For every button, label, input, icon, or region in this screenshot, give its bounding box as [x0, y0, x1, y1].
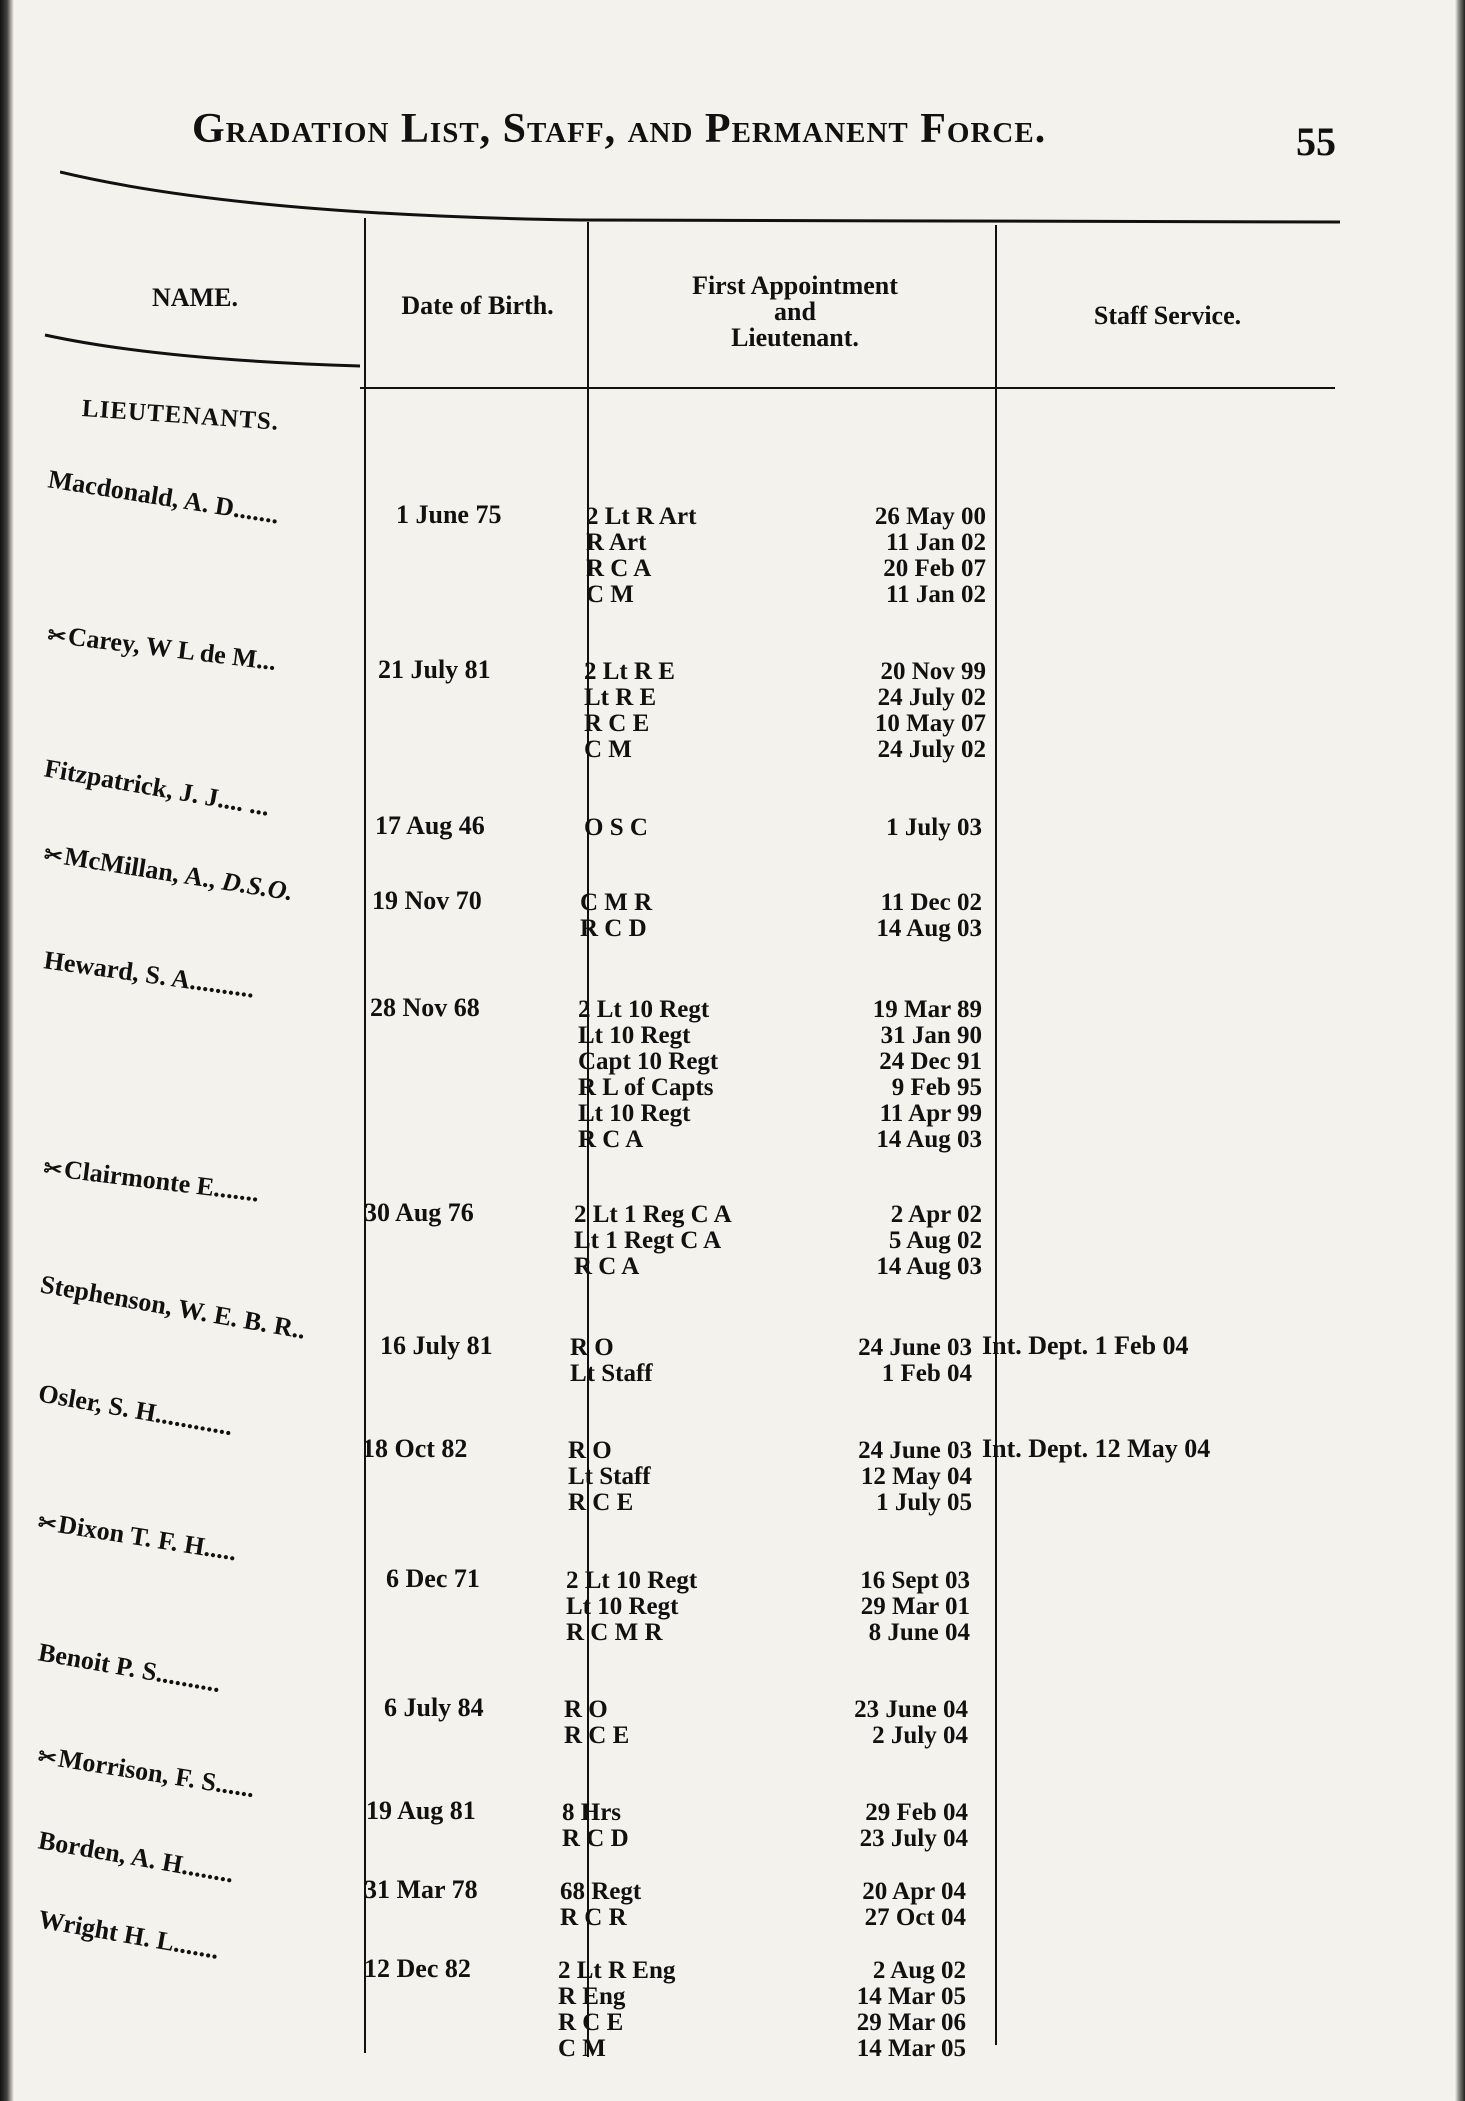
column-header-staff: Staff Service.	[1093, 301, 1242, 330]
appointment-header-line-1: First Appointment	[692, 271, 898, 300]
appointment-date: 1 Feb 04	[881, 1360, 972, 1387]
appointment-row	[578, 1049, 982, 1075]
appointment-row	[564, 1723, 968, 1749]
appointment-row	[566, 1594, 970, 1620]
appointment-post: R Eng	[558, 1983, 626, 2010]
appointment-row	[558, 2010, 966, 2036]
name-header-rule	[40, 330, 380, 370]
column-header-appointment	[600, 273, 990, 351]
appointment-row	[566, 1568, 970, 1594]
appointment-date: 24 June 03	[858, 1334, 972, 1361]
entry-appointments	[564, 1697, 968, 1749]
scissors-mark-icon: ✂	[46, 622, 68, 650]
appointment-post: 2 Lt R Eng	[558, 1957, 676, 1984]
entry-name-text: Benoit P. S	[36, 1637, 160, 1687]
appointment-row	[574, 1228, 982, 1254]
appointment-row	[578, 1101, 982, 1127]
entry-appointments	[558, 1958, 966, 2062]
appointment-row	[584, 659, 986, 685]
header-rule	[60, 160, 1350, 230]
entry-date-of-birth: 16 July 81	[380, 1331, 493, 1360]
appointment-date: 14 Aug 03	[876, 915, 982, 942]
entry-leader-dots: ......	[213, 1768, 257, 1804]
entry-appointments	[562, 1800, 968, 1852]
scissors-mark-icon: ✂	[42, 841, 65, 869]
entry-appointments	[560, 1879, 966, 1931]
entry-date-of-birth: 31 Mar 78	[364, 1875, 478, 1904]
appointment-date: 2 July 04	[872, 1722, 968, 1749]
entry-leader-dots: ...	[254, 644, 278, 677]
appointment-row	[578, 997, 982, 1023]
appointment-row	[586, 556, 986, 582]
entry-name	[42, 1152, 261, 1208]
entry-date-of-birth: 19 Aug 81	[366, 1796, 476, 1825]
appointment-post: Lt R E	[584, 684, 657, 711]
entry-staff-service: Int. Dept. 1 Feb 04	[982, 1331, 1189, 1360]
appointment-row	[560, 1905, 966, 1931]
column-header-name: NAME.	[152, 283, 238, 312]
entry-date-of-birth: 28 Nov 68	[370, 993, 480, 1022]
appointment-post: R Art	[586, 529, 647, 556]
appointment-row	[584, 815, 982, 841]
appointment-post: 68 Regt	[560, 1878, 642, 1905]
appointment-header-line-2: and	[774, 297, 816, 326]
entry-leader-dots: ........	[179, 1850, 237, 1889]
appointment-post: R C A	[586, 555, 652, 582]
appointment-row	[584, 685, 986, 711]
appointment-post: R C R	[560, 1904, 627, 1931]
appointment-post: R C D	[580, 915, 647, 942]
appointment-row	[568, 1438, 972, 1464]
appointment-post: C M R	[580, 889, 653, 916]
entry-appointments	[578, 997, 982, 1153]
entry-appointments	[574, 1202, 982, 1280]
appointment-post: 2 Lt 10 Regt	[578, 996, 710, 1023]
entry-honour: D.S.O.	[219, 866, 296, 907]
appointment-date: 23 June 04	[854, 1696, 968, 1723]
appointment-row	[560, 1879, 966, 1905]
scissors-mark-icon: ✂	[36, 1743, 59, 1771]
column-divider-3	[995, 225, 997, 2045]
entry-name-text: Carey, W L de M	[66, 621, 259, 674]
appointment-post: C M	[584, 736, 632, 763]
appointment-header-line-3: Lieutenant.	[731, 323, 859, 352]
appointment-post: R O	[570, 1334, 614, 1361]
appointment-date: 12 May 04	[860, 1463, 972, 1490]
entry-name	[42, 753, 272, 822]
entry-date-of-birth: 19 Nov 70	[372, 886, 482, 915]
appointment-date: 11 Jan 02	[885, 581, 986, 608]
appointment-row	[578, 1127, 982, 1153]
appointment-date: 5 Aug 02	[888, 1227, 982, 1254]
appointment-date: 11 Dec 02	[880, 889, 982, 916]
page-edge-shadow	[1455, 0, 1465, 2101]
appointment-row	[568, 1464, 972, 1490]
appointment-post: Capt 10 Regt	[578, 1048, 719, 1075]
entry-leader-dots: .... ...	[215, 784, 272, 822]
entry-name	[46, 464, 281, 530]
entry-appointments	[584, 659, 986, 763]
entry-name	[36, 1825, 236, 1889]
entry-name-text: Morrison, F. S	[56, 1743, 219, 1798]
entry-leader-dots: ............	[153, 1399, 236, 1442]
appointment-date: 24 July 02	[877, 684, 986, 711]
entry-name-text: Clairmonte E	[62, 1154, 216, 1202]
appointment-post: C M	[586, 581, 634, 608]
entry-appointments	[570, 1335, 972, 1387]
entry-name	[36, 1637, 223, 1699]
appointment-post: O S C	[584, 814, 648, 841]
appointment-post: Lt Staff	[570, 1360, 653, 1387]
entry-name-text: Stephenson, W. E. B. R	[38, 1269, 296, 1343]
appointment-post: R C A	[574, 1253, 640, 1280]
appointment-date: 11 Jan 02	[885, 529, 986, 556]
appointment-date: 19 Mar 89	[872, 996, 982, 1023]
entry-date-of-birth: 6 July 84	[384, 1693, 484, 1722]
entry-name	[36, 1378, 235, 1442]
entry-appointments	[586, 504, 986, 608]
column-header-dob: Date of Birth.	[401, 291, 554, 320]
entry-date-of-birth: 1 June 75	[396, 500, 502, 529]
appointment-row	[586, 582, 986, 608]
appointment-row	[558, 2036, 966, 2062]
appointment-post: Lt 10 Regt	[578, 1022, 691, 1049]
appointment-date: 24 Dec 91	[879, 1048, 982, 1075]
entry-leader-dots: ..	[290, 1313, 308, 1345]
appointment-date: 31 Jan 90	[880, 1022, 982, 1049]
appointment-post: Lt Staff	[568, 1463, 651, 1490]
entry-name	[42, 838, 295, 907]
appointment-date: 24 June 03	[858, 1437, 972, 1464]
appointment-row	[562, 1826, 968, 1852]
entry-appointments	[566, 1568, 970, 1646]
appointment-row	[578, 1075, 982, 1101]
appointment-date: 24 July 02	[877, 736, 986, 763]
appointment-row	[578, 1023, 982, 1049]
appointment-row	[568, 1490, 972, 1516]
entry-date-of-birth: 17 Aug 46	[375, 811, 485, 840]
appointment-date: 2 Aug 02	[872, 1957, 966, 1984]
appointment-row	[558, 1958, 966, 1984]
entry-date-of-birth: 12 Dec 82	[364, 1954, 471, 1983]
appointment-row	[566, 1620, 970, 1646]
appointment-date: 29 Feb 04	[865, 1799, 968, 1826]
appointment-date: 14 Mar 05	[856, 2035, 966, 2062]
entry-leader-dots: ......	[177, 1929, 222, 1965]
appointment-row	[584, 711, 986, 737]
column-divider-1	[364, 218, 366, 2053]
entry-name-text: McMillan, A.,	[62, 841, 225, 896]
appointment-date: 27 Oct 04	[864, 1904, 966, 1931]
scissors-mark-icon: ✂	[42, 1155, 64, 1183]
entry-name-text: Wright H. L.	[36, 1904, 184, 1959]
entry-leader-dots: .......	[212, 1173, 261, 1208]
appointment-date: 9 Feb 95	[891, 1074, 982, 1101]
appointment-post: Lt 10 Regt	[578, 1100, 691, 1127]
appointment-post: Lt 1 Regt C A	[574, 1227, 722, 1254]
entry-leader-dots: ....	[208, 1533, 239, 1567]
appointment-post: R C D	[562, 1825, 629, 1852]
appointment-date: 10 May 07	[874, 710, 986, 737]
appointment-post: R O	[564, 1696, 608, 1723]
appointment-date: 1 July 03	[886, 814, 982, 841]
entry-appointments	[584, 815, 982, 841]
entry-date-of-birth: 18 Oct 82	[362, 1434, 468, 1463]
appointment-row	[586, 530, 986, 556]
appointment-row	[558, 1984, 966, 2010]
entry-name-text: Osler, S. H	[36, 1378, 159, 1428]
entry-name	[36, 1904, 221, 1965]
appointment-date: 8 June 04	[868, 1619, 970, 1646]
appointment-date: 1 July 05	[876, 1489, 972, 1516]
entry-name-text: Macdonald, A. D	[46, 464, 237, 523]
entry-date-of-birth: 21 July 81	[378, 655, 491, 684]
entry-name-text: Dixon T. F. H.	[56, 1509, 214, 1563]
appointment-row	[584, 737, 986, 763]
appointment-row	[564, 1697, 968, 1723]
appointment-date: 16 Sept 03	[860, 1567, 970, 1594]
appointment-post: R C A	[578, 1126, 644, 1153]
entry-staff-service: Int. Dept. 12 May 04	[982, 1434, 1211, 1463]
entry-name	[46, 619, 278, 677]
appointment-date: 14 Aug 03	[876, 1253, 982, 1280]
entry-appointments	[580, 890, 982, 942]
appointment-post: R O	[568, 1437, 612, 1464]
scissors-mark-icon: ✂	[36, 1509, 59, 1537]
appointment-row	[570, 1335, 972, 1361]
appointment-row	[570, 1361, 972, 1387]
appointment-date: 14 Aug 03	[876, 1126, 982, 1153]
appointment-row	[574, 1202, 982, 1228]
appointment-post: 2 Lt 10 Regt	[566, 1567, 698, 1594]
entry-leader-dots: ..........	[154, 1658, 224, 1699]
appointment-post: R C E	[564, 1722, 630, 1749]
entry-name-text: Borden, A. H	[36, 1825, 185, 1880]
page-title: Gradation List, Staff, and Permanent Force.	[192, 106, 1047, 152]
appointment-post: R C E	[568, 1489, 634, 1516]
appointment-post: R L of Capts	[578, 1074, 714, 1101]
entry-leader-dots: ..........	[188, 965, 257, 1004]
appointment-date: 20 Feb 07	[883, 555, 986, 582]
entry-name	[42, 945, 256, 1004]
entry-date-of-birth: 30 Aug 76	[364, 1198, 474, 1227]
appointment-post: R C E	[558, 2009, 624, 2036]
entry-name	[36, 1740, 257, 1804]
appointment-date: 20 Nov 99	[880, 658, 986, 685]
entry-name	[38, 1269, 308, 1345]
appointment-row	[580, 916, 982, 942]
book-binding-shadow	[0, 0, 14, 2101]
appointment-post: 2 Lt R E	[584, 658, 675, 685]
appointment-post: C M	[558, 2035, 606, 2062]
appointment-date: 29 Mar 01	[860, 1593, 970, 1620]
appointment-row	[586, 504, 986, 530]
appointment-date: 14 Mar 05	[856, 1983, 966, 2010]
appointment-post: Lt 10 Regt	[566, 1593, 679, 1620]
appointment-post: R C M R	[566, 1619, 663, 1646]
page-number: 55	[1296, 119, 1336, 164]
appointment-row	[580, 890, 982, 916]
appointment-row	[574, 1254, 982, 1280]
appointment-date: 11 Apr 99	[879, 1100, 982, 1127]
appointment-post: 2 Lt 1 Reg C A	[574, 1201, 732, 1228]
appointment-date: 26 May 00	[874, 503, 986, 530]
entry-name	[36, 1506, 239, 1567]
appointment-post: R C E	[584, 710, 650, 737]
entry-name-text: Fitzpatrick, J. J	[42, 753, 221, 813]
appointment-date: 29 Mar 06	[856, 2009, 966, 2036]
appointment-date: 23 July 04	[859, 1825, 968, 1852]
entry-appointments	[568, 1438, 972, 1516]
section-heading: LIEUTENANTS.	[81, 395, 280, 436]
entry-name-text: Heward, S. A	[42, 945, 193, 995]
entry-leader-dots: .......	[231, 493, 282, 530]
appointment-row	[562, 1800, 968, 1826]
appointment-date: 2 Apr 02	[890, 1201, 982, 1228]
appointment-date: 20 Apr 04	[862, 1878, 966, 1905]
appointment-post: 2 Lt R Art	[586, 503, 697, 530]
appointment-post: 8 Hrs	[562, 1799, 622, 1826]
entry-date-of-birth: 6 Dec 71	[386, 1564, 480, 1593]
header-bottom-rule	[360, 387, 1335, 389]
